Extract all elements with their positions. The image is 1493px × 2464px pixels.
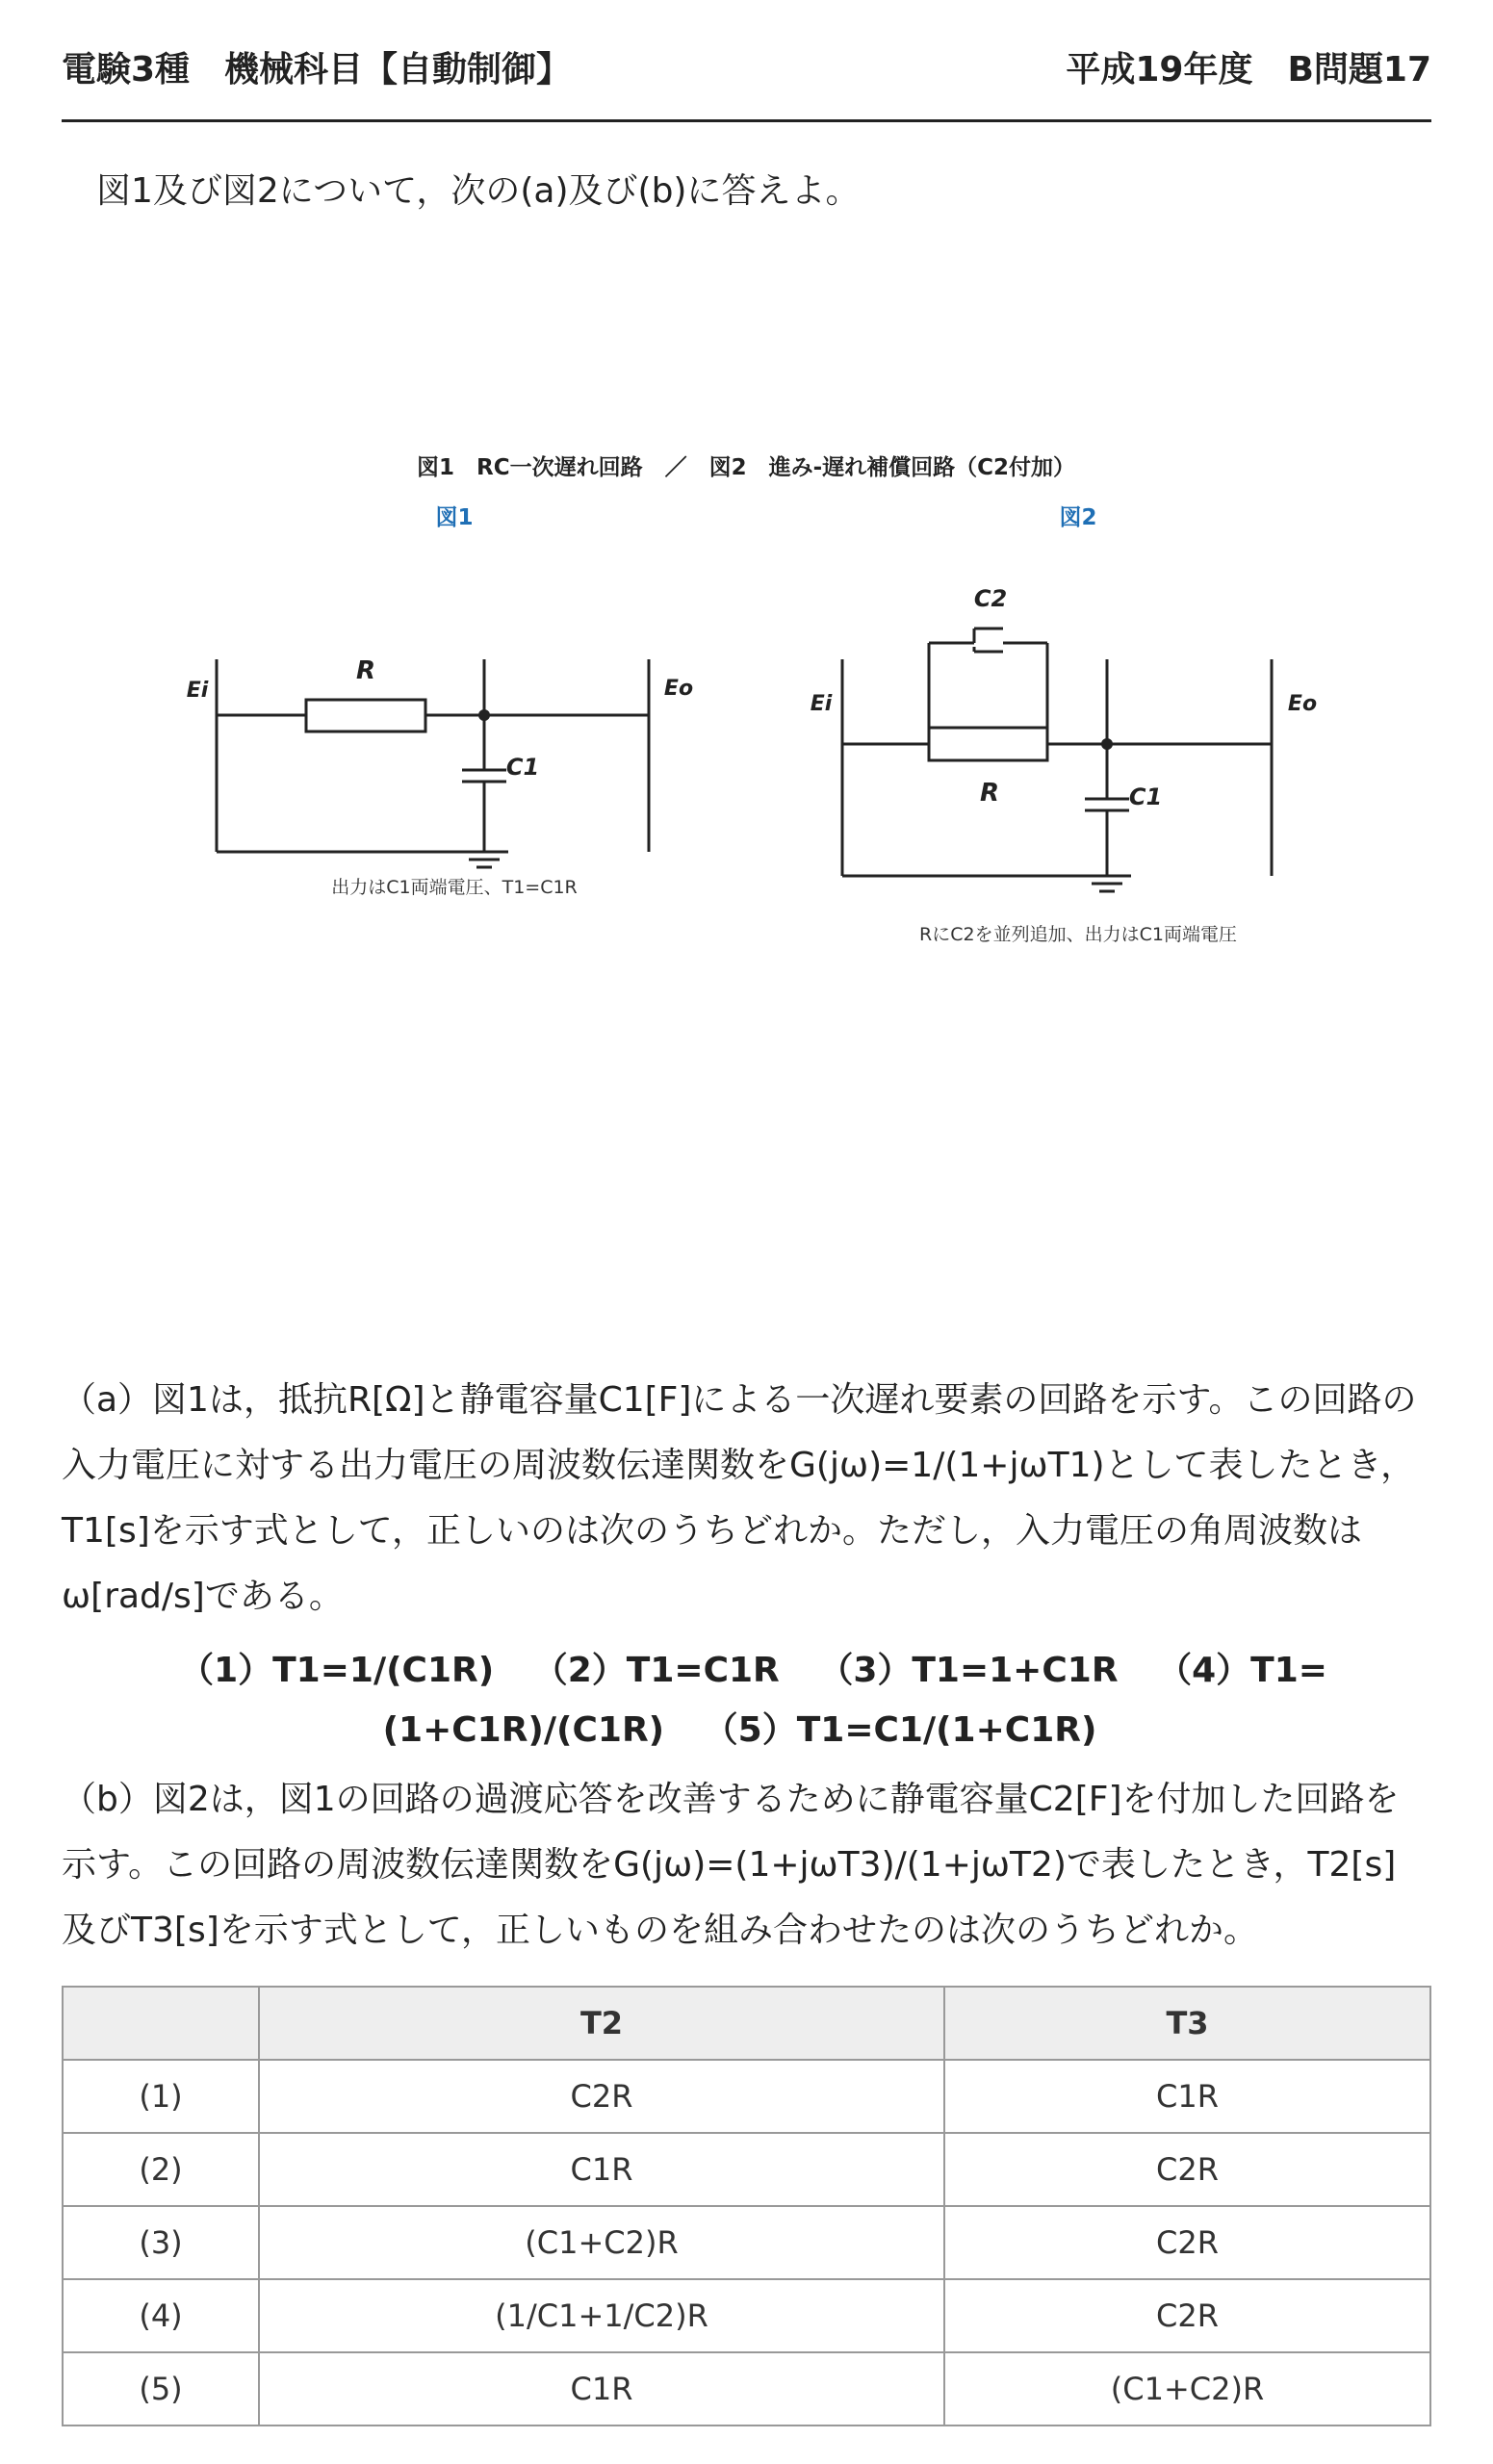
fig1-c1: C1 bbox=[505, 754, 540, 781]
t2-cell: C1R bbox=[259, 2352, 944, 2426]
t3-cell: (C1+C2)R bbox=[944, 2352, 1430, 2426]
header-cell-blank bbox=[63, 1987, 259, 2060]
t2-cell: C2R bbox=[259, 2060, 944, 2133]
part-b-question bbox=[62, 1767, 1431, 1964]
fig1-note: 出力はC1両端電圧、T1=C1R bbox=[331, 877, 578, 898]
fig2-r: R bbox=[979, 779, 1000, 808]
fig2-note: RにC2を並列追加、出力はC1両端電圧 bbox=[919, 924, 1237, 945]
t2-cell: (C1+C2)R bbox=[259, 2206, 944, 2279]
answer-table bbox=[62, 1986, 1431, 2426]
t3-cell: C2R bbox=[944, 2206, 1430, 2279]
problem-id: 平成19年度 B問題17 bbox=[1066, 50, 1431, 90]
fig1-eo: Eo bbox=[663, 677, 694, 701]
choice-3: （3）T1=1+C1R bbox=[818, 1651, 1119, 1690]
t2-cell: (1/C1+1/C2)R bbox=[259, 2279, 944, 2352]
t3-cell: C1R bbox=[944, 2060, 1430, 2133]
part-b-line: （b）図2は，図1の回路の過渡応答を改善するために静電容量C2[F]を付加した回路を bbox=[62, 1780, 1400, 1819]
table-row bbox=[63, 2060, 1430, 2133]
row-number: (3) bbox=[63, 2206, 259, 2279]
header-cell-t2: T2 bbox=[259, 1987, 944, 2060]
page-header bbox=[62, 42, 1431, 122]
intro-text: 図1及び図2について，次の(a)及び(b)に答えよ。 bbox=[96, 171, 861, 211]
choice-4: （4）T1=(1+C1R)/(C1R) bbox=[382, 1651, 1327, 1750]
choice-5: （5）T1=C1/(1+C1R) bbox=[703, 1710, 1097, 1750]
table-row bbox=[63, 2352, 1430, 2426]
subject-title: 電験3種 機械科目【自動制御】 bbox=[62, 50, 572, 90]
fig2-c2: C2 bbox=[973, 585, 1008, 612]
part-a-line: ω[rad/s]である。 bbox=[62, 1577, 344, 1616]
table-header-row bbox=[63, 1987, 1430, 2060]
fig1-ei: Ei bbox=[186, 679, 209, 703]
choice-1: （1）T1=1/(C1R) bbox=[179, 1651, 495, 1690]
table-row bbox=[63, 2279, 1430, 2352]
row-number: (2) bbox=[63, 2133, 259, 2206]
figure-caption: 図1 RC一次遅れ回路 ／ 図2 進み-遅れ補償回路（C2付加） bbox=[416, 455, 1076, 480]
fig2-c1: C1 bbox=[1128, 783, 1163, 810]
circuit-figure bbox=[0, 443, 1493, 982]
fig2-ei: Ei bbox=[810, 692, 833, 716]
part-a-line: T1[s]を示す式として，正しいのは次のうちどれか。ただし，入力電圧の角周波数は bbox=[62, 1511, 1363, 1551]
part-b-line: 示す。この回路の周波数伝達関数をG(jω)=(1+jωT3)/(1+jωT2)で表したとき，T2[s] bbox=[62, 1845, 1397, 1885]
part-a-question bbox=[62, 1368, 1431, 1630]
part-a-line: 入力電圧に対する出力電圧の周波数伝達関数をG(jω)=1/(1+jωT1)として表したとき， bbox=[62, 1446, 1416, 1485]
row-number: (4) bbox=[63, 2279, 259, 2352]
t2-cell: C1R bbox=[259, 2133, 944, 2206]
fig2-label: 図2 bbox=[1059, 505, 1097, 530]
fig2-circuit bbox=[842, 629, 1272, 891]
part-a-line: （a）図1は，抵抗R[Ω]と静電容量C1[F]による一次遅れ要素の回路を示す。この回路の bbox=[62, 1380, 1417, 1420]
row-number: (5) bbox=[63, 2352, 259, 2426]
t3-cell: C2R bbox=[944, 2133, 1430, 2206]
header-cell-t3: T3 bbox=[944, 1987, 1430, 2060]
part-a-choices bbox=[62, 1641, 1431, 1760]
table-row bbox=[63, 2206, 1430, 2279]
fig1-circuit bbox=[217, 659, 649, 867]
row-number: (1) bbox=[63, 2060, 259, 2133]
fig1-label: 図1 bbox=[435, 505, 474, 530]
part-b-line: 及びT3[s]を示す式として，正しいものを組み合わせたのは次のうちどれか。 bbox=[62, 1911, 1259, 1950]
fig2-eo: Eo bbox=[1287, 692, 1318, 716]
table-row bbox=[63, 2133, 1430, 2206]
choice-2: （2）T1=C1R bbox=[532, 1651, 780, 1690]
t3-cell: C2R bbox=[944, 2279, 1430, 2352]
fig1-r: R bbox=[355, 656, 376, 685]
